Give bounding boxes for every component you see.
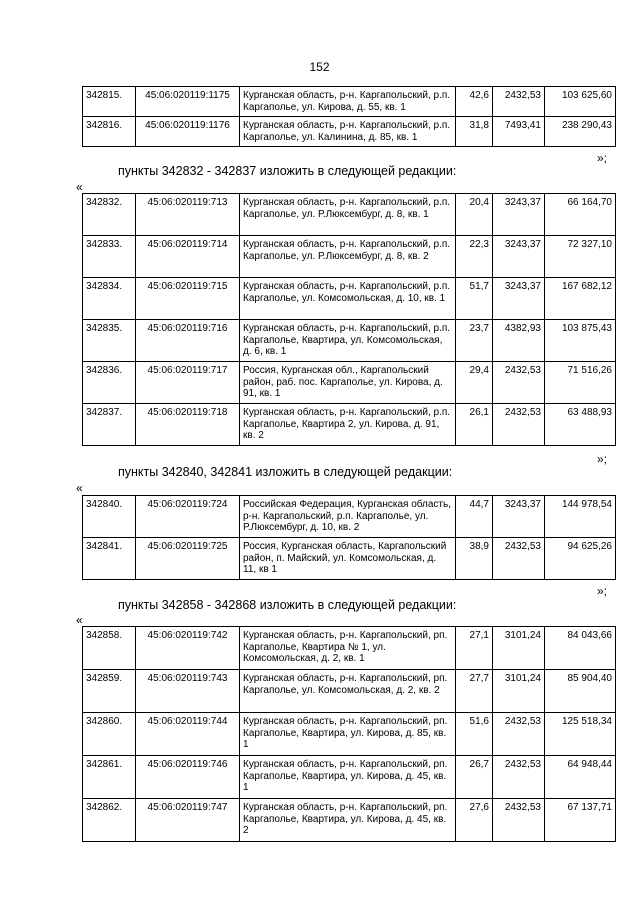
cadastral-value: 72 327,10 [545, 236, 616, 278]
unit-cost: 3243,37 [493, 496, 545, 538]
page-number: 152 [309, 60, 330, 74]
cadastral-number: 45:06:020119:714 [136, 236, 240, 278]
cadastral-value: 67 137,71 [545, 799, 616, 842]
section-heading: пункты 342840, 342841 изложить в следующей редакции: [118, 465, 453, 479]
area: 27,1 [456, 627, 493, 670]
area: 31,8 [456, 117, 493, 147]
area: 22,3 [456, 236, 493, 278]
cadastral-value: 167 682,12 [545, 278, 616, 320]
cadastral-value: 71 516,26 [545, 362, 616, 404]
unit-cost: 2432,53 [493, 756, 545, 799]
opening-quote: « [76, 481, 83, 495]
cadastral-number: 45:06:020119:1176 [136, 117, 240, 147]
cadastral-number: 45:06:020119:744 [136, 713, 240, 756]
address: Курганская область, р-н. Каргапольский, рп. Каргаполье, ул. Комсомольская, д. 2, кв. 2 [240, 670, 456, 713]
row-number: 342841. [83, 538, 136, 580]
table-row [83, 320, 616, 362]
address: Курганская область, р-н. Каргапольский, р.п. Каргаполье, ул. Комсомольская, д. 10, кв. 1 [240, 278, 456, 320]
address: Российская Федерация, Курганская область, р-н. Каргапольский, р.п. Каргаполье, ул. Р.Люксембург, д. 10, кв. 2 [240, 496, 456, 538]
address: Курганская область, р-н. Каргапольский, р.п. Каргаполье, ул. Калинина, д. 85, кв. 1 [240, 117, 456, 147]
cadastral-value: 238 290,43 [545, 117, 616, 147]
area: 38,9 [456, 538, 493, 580]
table-row [83, 87, 616, 117]
row-number: 342860. [83, 713, 136, 756]
unit-cost: 2432,53 [493, 799, 545, 842]
table-row [83, 799, 616, 842]
unit-cost: 2432,53 [493, 404, 545, 446]
address: Курганская область, р-н. Каргапольский, р.п. Каргаполье, Квартира, ул. Комсомольская, д. 6, кв. 1 [240, 320, 456, 362]
table-row [83, 496, 616, 538]
address: Курганская область, р-н. Каргапольский, р.п. Каргаполье, ул. Р.Люксембург, д. 8, кв. 2 [240, 236, 456, 278]
unit-cost: 2432,53 [493, 713, 545, 756]
cadastral-value: 94 625,26 [545, 538, 616, 580]
cadastral-number: 45:06:020119:718 [136, 404, 240, 446]
register-table-3 [82, 626, 616, 842]
row-number: 342835. [83, 320, 136, 362]
cadastral-number: 45:06:020119:713 [136, 194, 240, 236]
table-row [83, 194, 616, 236]
section-heading: пункты 342832 - 342837 изложить в следующей редакции: [118, 164, 457, 178]
table-row [83, 236, 616, 278]
cadastral-number: 45:06:020119:747 [136, 799, 240, 842]
area: 20,4 [456, 194, 493, 236]
unit-cost: 7493,41 [493, 117, 545, 147]
row-number: 342858. [83, 627, 136, 670]
cadastral-value: 85 904,40 [545, 670, 616, 713]
row-number: 342837. [83, 404, 136, 446]
cadastral-number: 45:06:020119:743 [136, 670, 240, 713]
cadastral-value: 103 875,43 [545, 320, 616, 362]
unit-cost: 3243,37 [493, 278, 545, 320]
cadastral-number: 45:06:020119:724 [136, 496, 240, 538]
unit-cost: 3101,24 [493, 627, 545, 670]
table-row [83, 627, 616, 670]
address: Курганская область, р-н. Каргапольский, р.п. Каргаполье, Квартира 2, ул. Кирова, д. 91, кв. 2 [240, 404, 456, 446]
row-number: 342859. [83, 670, 136, 713]
cadastral-value: 103 625,60 [545, 87, 616, 117]
unit-cost: 3243,37 [493, 236, 545, 278]
area: 26,1 [456, 404, 493, 446]
register-table-1 [82, 193, 616, 446]
cadastral-number: 45:06:020119:725 [136, 538, 240, 580]
area: 44,7 [456, 496, 493, 538]
area: 27,7 [456, 670, 493, 713]
area: 51,6 [456, 713, 493, 756]
cadastral-number: 45:06:020119:716 [136, 320, 240, 362]
area: 51,7 [456, 278, 493, 320]
table-row [83, 670, 616, 713]
section-heading: пункты 342858 - 342868 изложить в следующей редакции: [118, 598, 457, 612]
cadastral-number: 45:06:020119:717 [136, 362, 240, 404]
table-row [83, 404, 616, 446]
cadastral-number: 45:06:020119:1175 [136, 87, 240, 117]
address: Курганская область, р-н. Каргапольский, рп. Каргаполье, Квартира, ул. Кирова, д. 45, кв. 2 [240, 799, 456, 842]
address: Курганская область, р-н. Каргапольский, рп. Каргаполье, Квартира № 1, ул. Комсомольская, д. 2, кв. 1 [240, 627, 456, 670]
closing-quote: »; [597, 452, 608, 466]
register-table-0 [82, 86, 616, 147]
table-row [83, 278, 616, 320]
cadastral-number: 45:06:020119:742 [136, 627, 240, 670]
address: Курганская область, р-н. Каргапольский, р.п. Каргаполье, ул. Кирова, д. 55, кв. 1 [240, 87, 456, 117]
address: Россия, Курганская область, Каргапольский район, п. Майский, ул. Комсомольская, д. 11, кв 1 [240, 538, 456, 580]
row-number: 342816. [83, 117, 136, 147]
row-number: 342862. [83, 799, 136, 842]
table-row [83, 756, 616, 799]
register-table-2 [82, 495, 616, 580]
area: 27,6 [456, 799, 493, 842]
address: Россия, Курганская обл., Каргапольский район, раб. пос. Каргаполье, ул. Кирова, д. 91, кв. 1 [240, 362, 456, 404]
area: 42,6 [456, 87, 493, 117]
area: 23,7 [456, 320, 493, 362]
opening-quote: « [76, 613, 83, 627]
area: 26,7 [456, 756, 493, 799]
row-number: 342836. [83, 362, 136, 404]
unit-cost: 3243,37 [493, 194, 545, 236]
cadastral-value: 125 518,34 [545, 713, 616, 756]
address: Курганская область, р-н. Каргапольский, р.п. Каргаполье, ул. Р.Люксембург, д. 8, кв. 1 [240, 194, 456, 236]
unit-cost: 4382,93 [493, 320, 545, 362]
table-row [83, 538, 616, 580]
area: 29,4 [456, 362, 493, 404]
cadastral-value: 63 488,93 [545, 404, 616, 446]
address: Курганская область, р-н. Каргапольский, рп. Каргаполье, Квартира, ул. Кирова, д. 45, кв. 1 [240, 756, 456, 799]
unit-cost: 2432,53 [493, 362, 545, 404]
cadastral-number: 45:06:020119:746 [136, 756, 240, 799]
row-number: 342840. [83, 496, 136, 538]
row-number: 342833. [83, 236, 136, 278]
cadastral-number: 45:06:020119:715 [136, 278, 240, 320]
row-number: 342832. [83, 194, 136, 236]
unit-cost: 2432,53 [493, 87, 545, 117]
table-row [83, 713, 616, 756]
row-number: 342861. [83, 756, 136, 799]
opening-quote: « [76, 180, 83, 194]
cadastral-value: 66 164,70 [545, 194, 616, 236]
closing-quote: »; [597, 151, 608, 165]
cadastral-value: 64 948,44 [545, 756, 616, 799]
cadastral-value: 144 978,54 [545, 496, 616, 538]
address: Курганская область, р-н. Каргапольский, рп. Каргаполье, Квартира, ул. Кирова, д. 85, кв. 1 [240, 713, 456, 756]
closing-quote: »; [597, 584, 608, 598]
row-number: 342834. [83, 278, 136, 320]
row-number: 342815. [83, 87, 136, 117]
unit-cost: 3101,24 [493, 670, 545, 713]
cadastral-value: 84 043,66 [545, 627, 616, 670]
table-row [83, 362, 616, 404]
unit-cost: 2432,53 [493, 538, 545, 580]
table-row [83, 117, 616, 147]
